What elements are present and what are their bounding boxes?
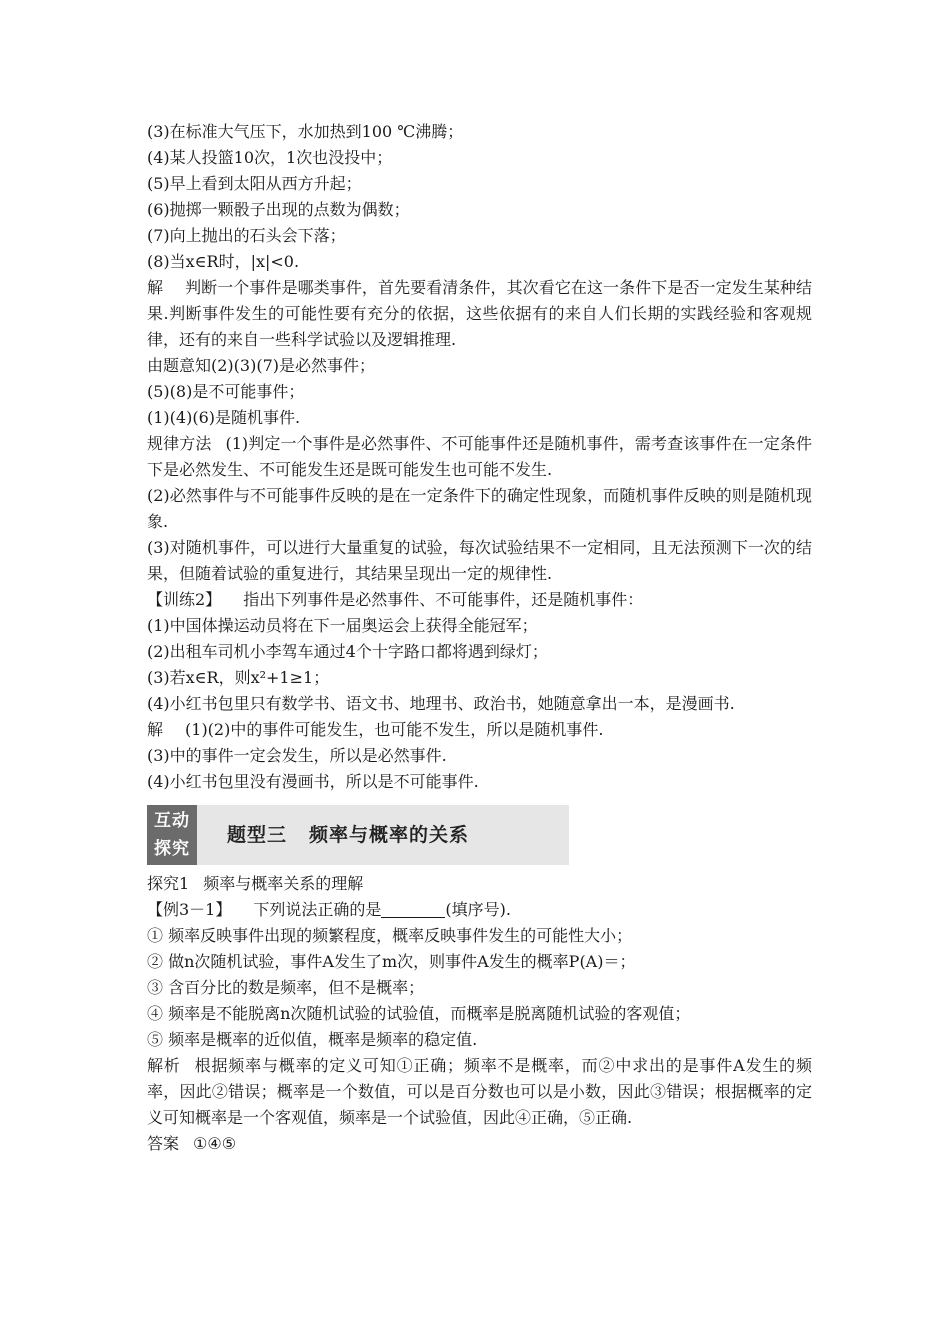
example-label: 【例3－1】 bbox=[147, 900, 232, 919]
list-item: (8)当x∈R时，|x|<0. bbox=[147, 252, 300, 271]
explore-title: 频率与概率关系的理解 bbox=[203, 874, 364, 893]
option-item: ⑤ 频率是概率的近似值，概率是频率的稳定值. bbox=[147, 1030, 478, 1049]
analysis-paragraph bbox=[147, 1053, 812, 1131]
method-paragraph-3: (3)对随机事件，可以进行大量重复的试验，每次试验结果不一定相同，且无法预测下一次的结果，但随着试验的重复进行，其结果呈现出一定的规律性. bbox=[147, 538, 812, 583]
answer-label: 答案 bbox=[147, 1134, 180, 1153]
list-item: (5)(8)是不可能事件； bbox=[147, 382, 305, 401]
solution-label: 解 bbox=[147, 278, 164, 297]
method-label: 规律方法 bbox=[147, 434, 212, 453]
solution-label: 解 bbox=[147, 720, 164, 739]
list-item: 由题意知(2)(3)(7)是必然事件； bbox=[147, 356, 375, 375]
explore-heading bbox=[147, 871, 812, 897]
list-item: (1)中国体操运动员将在下一届奥运会上获得全能冠军； bbox=[147, 616, 538, 635]
list-item: (3)中的事件一定会发生，所以是必然事件. bbox=[147, 746, 447, 765]
solution-paragraph bbox=[147, 275, 812, 353]
document-body bbox=[147, 119, 812, 1157]
training-heading bbox=[147, 587, 812, 613]
example-text: 下列说法正确的是 bbox=[253, 900, 382, 919]
example-heading bbox=[147, 897, 812, 923]
banner-tag-line: 探究 bbox=[154, 839, 190, 859]
option-item: ③ 含百分比的数是频率，但不是概率； bbox=[147, 978, 425, 997]
training-label: 【训练2】 bbox=[147, 590, 222, 609]
list-item: (4)小红书包里只有数学书、语文书、地理书、政治书，她随意拿出一本，是漫画书. bbox=[147, 694, 735, 713]
method-paragraph-1 bbox=[147, 431, 812, 483]
analysis-text: 根据频率与概率的定义可知①正确；频率不是概率，而②中求出的是事件A发生的频率，因此②错误；概率是一个数值，可以是百分数也可以是小数，因此③错误；根据概率的定义可知概率是一个客观值，频率是一个试验值，因此④正确，⑤正确. bbox=[147, 1056, 812, 1127]
option-item: ④ 频率是不能脱离n次随机试验的试验值，而概率是脱离随机试验的客观值； bbox=[147, 1004, 691, 1023]
list-item: (3)若x∈R，则x²+1≥1； bbox=[147, 668, 330, 687]
banner-tag bbox=[147, 805, 197, 865]
method-text-1: (1)判定一个事件是必然事件、不可能事件还是随机事件，需考查该事件在一定条件下是必然发生、不可能发生还是既可能发生也可能不发生. bbox=[147, 434, 812, 479]
list-item: (1)(4)(6)是随机事件. bbox=[147, 408, 301, 427]
option-item: ② 做n次随机试验，事件A发生了m次，则事件A发生的概率P(A)＝； bbox=[147, 952, 636, 971]
list-item: (2)出租车司机小李驾车通过4个十字路口都将遇到绿灯； bbox=[147, 642, 548, 661]
banner-tag-line: 互动 bbox=[154, 811, 190, 831]
answer-blank bbox=[381, 901, 445, 918]
section-title bbox=[227, 805, 469, 865]
method-paragraph-2: (2)必然事件与不可能事件反映的是在一定条件下的确定性现象，而随机事件反映的则是随机现象. bbox=[147, 486, 812, 531]
section-name: 频率与概率的关系 bbox=[309, 824, 470, 846]
list-item: (4)小红书包里没有漫画书，所以是不可能事件. bbox=[147, 772, 479, 791]
list-item: (3)在标准大气压下，水加热到100 ℃沸腾； bbox=[147, 122, 464, 141]
training-solution bbox=[147, 717, 812, 743]
option-item: ① 频率反映事件出现的频繁程度，概率反映事件发生的可能性大小； bbox=[147, 926, 633, 945]
analysis-label: 解析 bbox=[147, 1056, 181, 1075]
list-item: (6)抛掷一颗骰子出现的点数为偶数； bbox=[147, 200, 410, 219]
training-text: 指出下列事件是必然事件、不可能事件，还是随机事件： bbox=[243, 590, 644, 609]
list-item: (4)某人投篮10次，1次也没投中； bbox=[147, 148, 393, 167]
solution-text: 判断一个事件是哪类事件，首先要看清条件，其次看它在这一条件下是否一定发生某种结果.判断事件发生的可能性要有充分的依据，这些依据有的来自人们长期的实践经验和客观规律，还有的来自一些科学试验以及逻辑推理. bbox=[147, 278, 812, 349]
explore-label: 探究1 bbox=[147, 874, 190, 893]
list-item: (7)向上抛出的石头会下落； bbox=[147, 226, 346, 245]
section-banner bbox=[147, 805, 569, 865]
section-number: 题型三 bbox=[227, 824, 288, 846]
list-item: (5)早上看到太阳从西方升起； bbox=[147, 174, 362, 193]
solution-text: (1)(2)中的事件可能发生，也可能不发生，所以是随机事件. bbox=[185, 720, 604, 739]
example-text-end: (填序号). bbox=[445, 900, 511, 919]
answer-line bbox=[147, 1131, 812, 1157]
answer-value: ①④⑤ bbox=[193, 1134, 237, 1153]
